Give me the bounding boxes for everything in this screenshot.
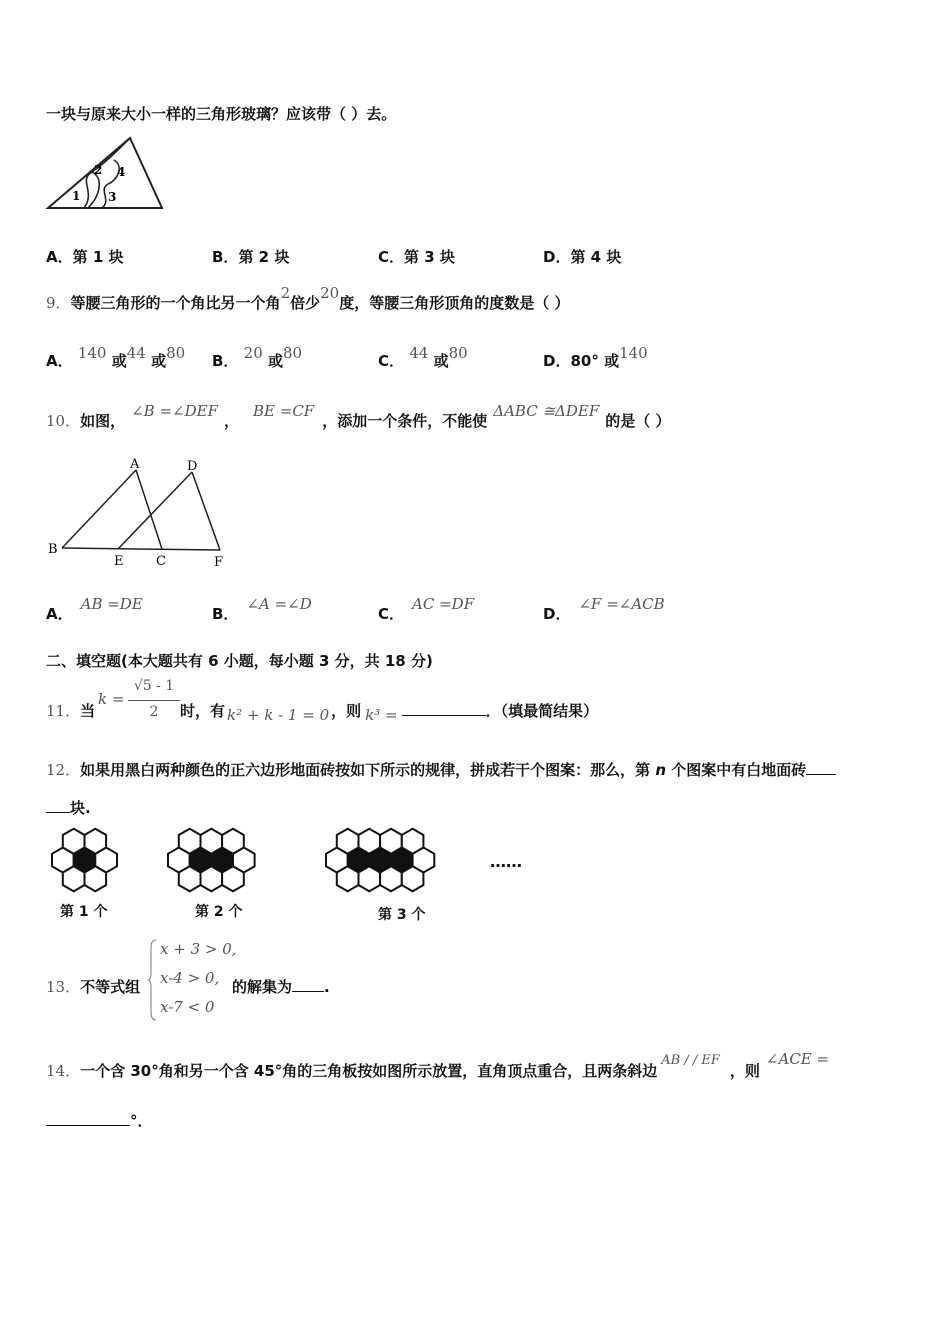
segment-bf [62, 548, 220, 550]
q8-stem: 一块与原来大小一样的三角形玻璃？应该带（ ）去。 [46, 105, 397, 123]
piece-label-4: 4 [117, 165, 126, 179]
white-tile [179, 829, 201, 854]
q12-caption-2: 第 2 个 [195, 904, 243, 920]
q9-option-c[interactable]: C． 44 或80 [378, 344, 468, 370]
q9-option-a[interactable]: A． 140 或44 或80 [46, 344, 186, 370]
q12-stem-line2: 块. [46, 797, 91, 818]
segment-ac [136, 470, 162, 549]
left-brace-icon [148, 938, 158, 1022]
q10-option-a[interactable]: A．AB =DE [46, 595, 143, 623]
q13-inequality-3: x-7 < 0 [160, 998, 215, 1016]
white-tile [222, 866, 244, 891]
q11-answer-blank[interactable] [402, 701, 486, 716]
q8-option-c[interactable]: C．第 3 块 [378, 248, 455, 266]
white-tile [201, 866, 223, 891]
piece-label-3: 3 [108, 190, 117, 204]
q11-fraction-numerator: √5 - 1 [133, 678, 175, 694]
segment-ba [62, 470, 136, 548]
q10-option-d[interactable]: D．∠F =∠ACB [543, 595, 665, 623]
q13-answer: 的解集为 . [232, 978, 330, 996]
white-tile [359, 829, 381, 854]
q11-stem: 11．当 [46, 702, 96, 720]
q14-answer-line: °． [46, 1110, 153, 1131]
segment-df [192, 472, 220, 550]
q11-fraction-bar [128, 700, 180, 701]
label-a: A [130, 457, 140, 472]
q10-stem: 10．如图，∠B =∠DEF，BE =CF，添加一个条件，不能使ΔABC ≅ΔDEF的是（ ） [46, 402, 671, 430]
white-tile [380, 829, 402, 854]
white-tile [85, 866, 107, 891]
crack-line-2 [88, 172, 99, 208]
q11-k: k = [98, 690, 125, 708]
white-tile [337, 829, 359, 854]
white-tile [63, 829, 85, 854]
q9-option-b[interactable]: B． 20 或80 [212, 344, 303, 370]
piece-label-2: 2 [94, 163, 103, 177]
q11-condition: 时，有 k² + k - 1 = 0 ，则 k³ = ．（填最简结果） [180, 702, 599, 724]
white-tile [201, 829, 223, 854]
q13-answer-blank[interactable] [292, 977, 324, 992]
white-tile [85, 829, 107, 854]
q12-caption-3: 第 3 个 [378, 907, 426, 923]
q13-inequality-2: x-4 > 0, [160, 969, 220, 987]
q13-stem: 13．不等式组 [46, 978, 141, 996]
q10-option-b[interactable]: B．∠A =∠D [212, 595, 312, 623]
q10-option-c[interactable]: C．AC =DF [378, 595, 475, 623]
piece-label-1: 1 [72, 189, 81, 203]
q9-option-d[interactable]: D．80° 或140 [543, 344, 648, 370]
white-tile [179, 866, 201, 891]
q8-option-d[interactable]: D．第 4 块 [543, 248, 622, 266]
label-e: E [114, 554, 124, 569]
q10-triangles-figure [44, 454, 234, 570]
white-tile [222, 829, 244, 854]
white-tile [402, 829, 424, 854]
q8-broken-triangle-figure [44, 134, 166, 214]
q8-option-a[interactable]: A．第 1 块 [46, 248, 124, 266]
white-tile [337, 866, 359, 891]
white-tile [359, 866, 381, 891]
q11-fraction-denominator: 2 [149, 704, 159, 720]
label-f: F [214, 555, 224, 570]
q9-stem: 9．等腰三角形的一个角比另一个角2倍少20度，等腰三角形顶角的度数是（ ） [46, 284, 570, 312]
q14-answer-blank[interactable] [46, 1111, 130, 1126]
q12-answer-blank-a[interactable] [806, 760, 836, 775]
q12-stem-line1: 12．如果用黑白两种颜色的正六边形地面砖按如下所示的规律，拼成若干个图案：那么，第 n 个图案中有白地面砖 [46, 759, 836, 780]
label-c: C [156, 554, 166, 569]
white-tile [63, 866, 85, 891]
label-b: B [48, 542, 58, 557]
white-tile [380, 866, 402, 891]
q12-hexagon-patterns [44, 824, 544, 924]
q12-answer-blank-b[interactable] [46, 798, 70, 813]
q13-inequality-1: x + 3 > 0, [160, 940, 237, 958]
segment-ed [118, 472, 192, 549]
section-title: 二、填空题(本大题共有 6 小题，每小题 3 分，共 18 分) [46, 652, 433, 670]
label-d: D [187, 459, 198, 474]
q12-caption-1: 第 1 个 [60, 904, 108, 920]
q8-option-b[interactable]: B．第 2 块 [212, 248, 290, 266]
q14-stem: 14．一个含 30°角和另一个含 45°角的三角板按如图所示放置，直角顶点重合，且两条斜边AB / / EF，则∠ACE = [46, 1050, 830, 1080]
q12-ellipsis: …… [490, 852, 522, 871]
white-tile [402, 866, 424, 891]
